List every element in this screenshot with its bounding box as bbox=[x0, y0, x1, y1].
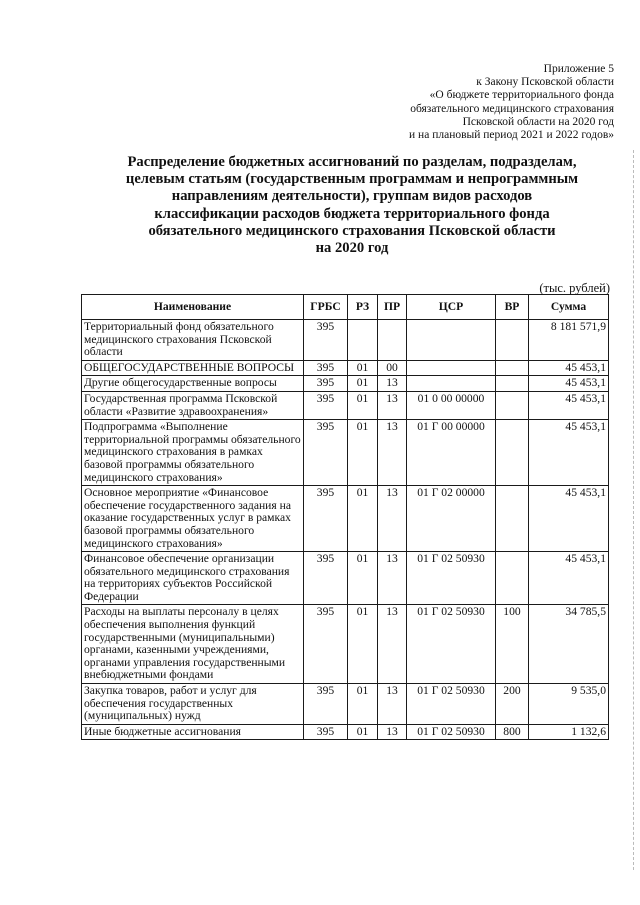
cell-sum: 34 785,5 bbox=[529, 605, 609, 684]
cell-grbs: 395 bbox=[304, 320, 348, 361]
cell-vr: 100 bbox=[496, 605, 529, 684]
cell-sum: 9 535,0 bbox=[529, 684, 609, 725]
cell-vr bbox=[496, 376, 529, 392]
cell-grbs: 395 bbox=[304, 391, 348, 419]
cell-pr bbox=[378, 320, 407, 361]
header-grbs: ГРБС bbox=[304, 295, 348, 320]
units-label: (тыс. рублей) bbox=[539, 281, 610, 295]
cell-grbs: 395 bbox=[304, 360, 348, 376]
cell-rz: 01 bbox=[348, 486, 378, 552]
cell-csr: 01 Г 02 00000 bbox=[407, 486, 496, 552]
cell-sum: 8 181 571,9 bbox=[529, 320, 609, 361]
cell-name: Основное мероприятие «Финансовое обеспечение государственного задания на оказание государственных услуг в рамках базовой программы обязательного медицинского страхования» bbox=[82, 486, 304, 552]
table-row bbox=[82, 376, 609, 392]
annex-header bbox=[314, 63, 614, 142]
title-line: на 2020 год bbox=[315, 240, 389, 257]
budget-table bbox=[81, 294, 609, 740]
cell-pr: 13 bbox=[378, 376, 407, 392]
annex-line: и на плановый период 2021 и 2022 годов» bbox=[409, 129, 614, 142]
table-row bbox=[82, 486, 609, 552]
header-rz: РЗ bbox=[348, 295, 378, 320]
cell-pr: 13 bbox=[378, 605, 407, 684]
cell-vr: 800 bbox=[496, 724, 529, 740]
cell-csr bbox=[407, 376, 496, 392]
cell-vr bbox=[496, 320, 529, 361]
cell-rz: 01 bbox=[348, 420, 378, 486]
table-row bbox=[82, 724, 609, 740]
table-row bbox=[82, 605, 609, 684]
cell-grbs: 395 bbox=[304, 420, 348, 486]
table-row bbox=[82, 360, 609, 376]
cell-rz: 01 bbox=[348, 684, 378, 725]
cell-rz: 01 bbox=[348, 552, 378, 605]
cell-grbs: 395 bbox=[304, 552, 348, 605]
header-pr: ПР bbox=[378, 295, 407, 320]
annex-line: к Закону Псковской области bbox=[476, 76, 614, 89]
cell-csr: 01 Г 02 50930 bbox=[407, 684, 496, 725]
cell-pr: 13 bbox=[378, 486, 407, 552]
cell-rz: 01 bbox=[348, 724, 378, 740]
cell-name: Иные бюджетные ассигнования bbox=[82, 724, 304, 740]
cell-grbs: 395 bbox=[304, 486, 348, 552]
cell-csr bbox=[407, 320, 496, 361]
cell-name: Подпрограмма «Выполнение территориальной программы обязательного медицинского страхования в рамках базовой программы обязательного медицинского страхования» bbox=[82, 420, 304, 486]
table-row bbox=[82, 391, 609, 419]
table-row bbox=[82, 684, 609, 725]
cell-csr: 01 Г 02 50930 bbox=[407, 552, 496, 605]
cell-vr bbox=[496, 391, 529, 419]
cell-sum: 45 453,1 bbox=[529, 391, 609, 419]
cell-grbs: 395 bbox=[304, 684, 348, 725]
cell-rz: 01 bbox=[348, 605, 378, 684]
cell-csr: 01 Г 00 00000 bbox=[407, 420, 496, 486]
cell-name: Расходы на выплаты персоналу в целях обеспечения выполнения функций государственными (муниципальными) органами, казенными учреждениями, органами управления государственными внебюджетными фондами bbox=[82, 605, 304, 684]
cell-sum: 1 132,6 bbox=[529, 724, 609, 740]
cell-name: Другие общегосударственные вопросы bbox=[82, 376, 304, 392]
cell-name: Закупка товаров, работ и услуг для обеспечения государственных (муниципальных) нужд bbox=[82, 684, 304, 725]
cell-sum: 45 453,1 bbox=[529, 420, 609, 486]
cell-rz: 01 bbox=[348, 360, 378, 376]
cell-vr bbox=[496, 420, 529, 486]
cell-vr: 200 bbox=[496, 684, 529, 725]
table-header-row bbox=[82, 295, 609, 320]
table-row bbox=[82, 320, 609, 361]
document-title bbox=[92, 154, 612, 257]
header-sum: Сумма bbox=[529, 295, 609, 320]
cell-grbs: 395 bbox=[304, 724, 348, 740]
annex-line: Приложение 5 bbox=[543, 63, 614, 75]
cell-rz: 01 bbox=[348, 376, 378, 392]
cell-rz bbox=[348, 320, 378, 361]
title-line: обязательного медицинского страхования Псковской области bbox=[148, 222, 556, 239]
cell-csr: 01 0 00 00000 bbox=[407, 391, 496, 419]
annex-line: Псковской области на 2020 год bbox=[462, 115, 614, 128]
cell-grbs: 395 bbox=[304, 376, 348, 392]
cell-pr: 00 bbox=[378, 360, 407, 376]
annex-line: обязательного медицинского страхования bbox=[410, 102, 614, 115]
cell-rz: 01 bbox=[348, 391, 378, 419]
table-row bbox=[82, 420, 609, 486]
cell-vr bbox=[496, 360, 529, 376]
cell-sum: 45 453,1 bbox=[529, 486, 609, 552]
header-csr: ЦСР bbox=[407, 295, 496, 320]
cell-sum: 45 453,1 bbox=[529, 360, 609, 376]
cell-name: Финансовое обеспечение организации обязательного медицинского страхования на территориях субъектов Российской Федерации bbox=[82, 552, 304, 605]
title-line: классификации расходов бюджета территориального фонда bbox=[154, 205, 550, 222]
title-line: направлениям деятельности), группам видов расходов bbox=[171, 188, 533, 205]
cell-pr: 13 bbox=[378, 552, 407, 605]
cell-vr bbox=[496, 486, 529, 552]
cell-grbs: 395 bbox=[304, 605, 348, 684]
cell-csr: 01 Г 02 50930 bbox=[407, 724, 496, 740]
cell-csr bbox=[407, 360, 496, 376]
cell-pr: 13 bbox=[378, 684, 407, 725]
cell-vr bbox=[496, 552, 529, 605]
scan-edge-divider bbox=[633, 150, 634, 870]
header-vr: ВР bbox=[496, 295, 529, 320]
cell-name: ОБЩЕГОСУДАРСТВЕННЫЕ ВОПРОСЫ bbox=[82, 360, 304, 376]
cell-sum: 45 453,1 bbox=[529, 552, 609, 605]
cell-name: Государственная программа Псковской области «Развитие здравоохранения» bbox=[82, 391, 304, 419]
title-line: целевым статьям (государственным программам и непрограммным bbox=[125, 171, 579, 188]
header-name: Наименование bbox=[82, 295, 304, 320]
cell-csr: 01 Г 02 50930 bbox=[407, 605, 496, 684]
title-line: Распределение бюджетных ассигнований по разделам, подразделам, bbox=[127, 154, 577, 170]
cell-pr: 13 bbox=[378, 724, 407, 740]
cell-pr: 13 bbox=[378, 420, 407, 486]
cell-sum: 45 453,1 bbox=[529, 376, 609, 392]
cell-name: Территориальный фонд обязательного медицинского страхования Псковской области bbox=[82, 320, 304, 361]
cell-pr: 13 bbox=[378, 391, 407, 419]
table-row bbox=[82, 552, 609, 605]
annex-line: «О бюджете территориального фонда bbox=[429, 89, 614, 102]
